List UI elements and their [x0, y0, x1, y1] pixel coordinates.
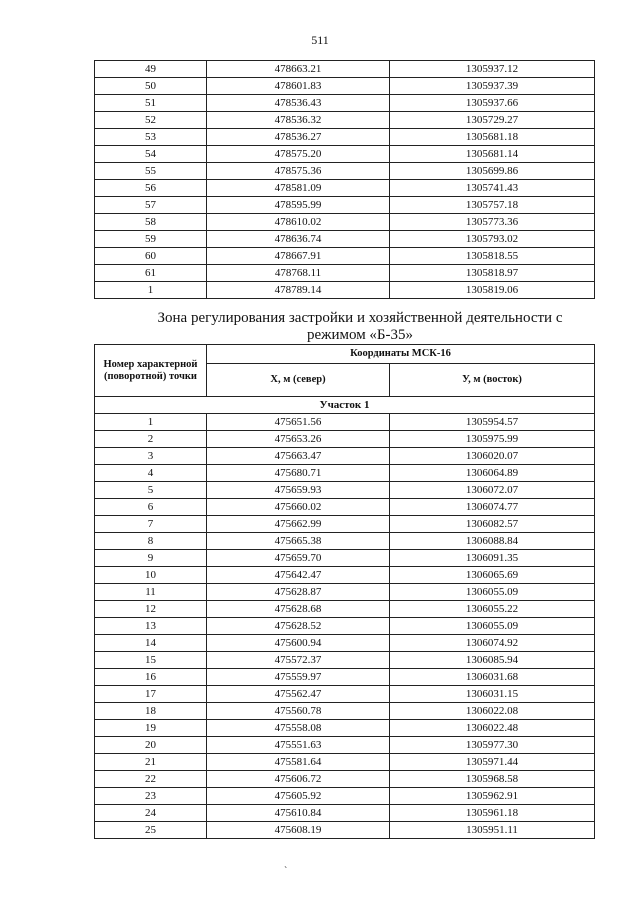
x-coordinate-cell: 475608.19: [207, 822, 390, 839]
table-row: [95, 652, 595, 669]
y-coordinate-cell: 1306088.84: [390, 533, 595, 550]
table-row: [95, 78, 595, 95]
point-number-cell: 21: [95, 754, 207, 771]
x-coordinate-cell: 478636.74: [207, 231, 390, 248]
x-coordinate-cell: 475642.47: [207, 567, 390, 584]
table-row: [95, 669, 595, 686]
table-row: [95, 737, 595, 754]
x-coordinate-cell: 475551.63: [207, 737, 390, 754]
y-coordinate-cell: 1306055.22: [390, 601, 595, 618]
x-coordinate-cell: 478663.21: [207, 61, 390, 78]
point-number-cell: 61: [95, 265, 207, 282]
x-coordinate-cell: 478601.83: [207, 78, 390, 95]
table-row: [95, 414, 595, 431]
table-row: [95, 720, 595, 737]
y-coordinate-cell: 1305937.39: [390, 78, 595, 95]
x-coordinate-cell: 475662.99: [207, 516, 390, 533]
y-coordinate-cell: 1305971.44: [390, 754, 595, 771]
point-number-cell: 8: [95, 533, 207, 550]
point-number-cell: 12: [95, 601, 207, 618]
y-coordinate-cell: 1305681.18: [390, 129, 595, 146]
y-coordinate-cell: 1305681.14: [390, 146, 595, 163]
point-number-cell: 16: [95, 669, 207, 686]
x-coordinate-cell: 478581.09: [207, 180, 390, 197]
table-row: [95, 635, 595, 652]
y-coordinate-cell: 1305951.11: [390, 822, 595, 839]
x-coordinate-cell: 475606.72: [207, 771, 390, 788]
y-coordinate-cell: 1306022.48: [390, 720, 595, 737]
x-coordinate-cell: 475610.84: [207, 805, 390, 822]
table-row: [95, 448, 595, 465]
y-coordinate-cell: 1306020.07: [390, 448, 595, 465]
y-coordinate-cell: 1306082.57: [390, 516, 595, 533]
y-coordinate-cell: 1306074.77: [390, 499, 595, 516]
table-row: [95, 482, 595, 499]
point-number-cell: 20: [95, 737, 207, 754]
table-row: [95, 618, 595, 635]
y-coordinate-cell: 1305977.30: [390, 737, 595, 754]
y-coordinate-cell: 1305975.99: [390, 431, 595, 448]
table-row: [95, 231, 595, 248]
table-row: [95, 686, 595, 703]
table-row: [95, 754, 595, 771]
y-coordinate-cell: 1305819.06: [390, 282, 595, 299]
y-coordinate-cell: 1306031.15: [390, 686, 595, 703]
y-coordinate-cell: 1305818.97: [390, 265, 595, 282]
y-coordinate-cell: 1305968.58: [390, 771, 595, 788]
y-coordinate-cell: 1305793.02: [390, 231, 595, 248]
x-coordinate-cell: 478575.36: [207, 163, 390, 180]
x-coordinate-cell: 475659.70: [207, 550, 390, 567]
table-row: [95, 703, 595, 720]
x-coordinate-cell: 475680.71: [207, 465, 390, 482]
point-number-cell: 1: [95, 282, 207, 299]
table-row: [95, 516, 595, 533]
x-coordinate-cell: 475628.68: [207, 601, 390, 618]
point-number-cell: 1: [95, 414, 207, 431]
y-coordinate-cell: 1306065.69: [390, 567, 595, 584]
page-number: 511: [311, 33, 329, 47]
y-coordinate-cell: 1306085.94: [390, 652, 595, 669]
table-row: [95, 282, 595, 299]
y-coordinate-cell: 1305961.18: [390, 805, 595, 822]
table-row: [95, 805, 595, 822]
point-number-cell: 19: [95, 720, 207, 737]
point-number-cell: 57: [95, 197, 207, 214]
x-coordinate-cell: 475581.64: [207, 754, 390, 771]
point-number-cell: 7: [95, 516, 207, 533]
table-row: [95, 95, 595, 112]
table-row: [95, 180, 595, 197]
x-coordinate-cell: 478575.20: [207, 146, 390, 163]
x-coordinate-cell: 475600.94: [207, 635, 390, 652]
y-coordinate-cell: 1306074.92: [390, 635, 595, 652]
y-coordinate-cell: 1305773.36: [390, 214, 595, 231]
table-row: [95, 163, 595, 180]
header-coordinates: Координаты МСК-16: [207, 345, 595, 364]
y-coordinate-cell: 1306055.09: [390, 584, 595, 601]
x-coordinate-cell: 475628.87: [207, 584, 390, 601]
y-coordinate-cell: 1306031.68: [390, 669, 595, 686]
x-coordinate-cell: 478768.11: [207, 265, 390, 282]
point-number-cell: 6: [95, 499, 207, 516]
point-number-cell: 50: [95, 78, 207, 95]
x-coordinate-cell: 478536.43: [207, 95, 390, 112]
point-number-cell: 25: [95, 822, 207, 839]
point-number-cell: 54: [95, 146, 207, 163]
x-coordinate-cell: 478536.27: [207, 129, 390, 146]
y-coordinate-cell: 1306091.35: [390, 550, 595, 567]
point-number-cell: 5: [95, 482, 207, 499]
x-coordinate-cell: 478789.14: [207, 282, 390, 299]
point-number-cell: 60: [95, 248, 207, 265]
point-number-cell: 52: [95, 112, 207, 129]
point-number-cell: 2: [95, 431, 207, 448]
table-row: [95, 550, 595, 567]
point-number-cell: 9: [95, 550, 207, 567]
x-coordinate-cell: 475562.47: [207, 686, 390, 703]
table-row: [95, 465, 595, 482]
point-number-cell: 56: [95, 180, 207, 197]
y-coordinate-cell: 1305937.12: [390, 61, 595, 78]
table-row: [95, 431, 595, 448]
x-coordinate-cell: 475660.02: [207, 499, 390, 516]
x-coordinate-cell: 475665.38: [207, 533, 390, 550]
y-coordinate-cell: 1305937.66: [390, 95, 595, 112]
point-number-cell: 11: [95, 584, 207, 601]
header-y: У, м (восток): [390, 364, 595, 397]
table-row: [95, 214, 595, 231]
y-coordinate-cell: 1305757.18: [390, 197, 595, 214]
table-row: [95, 129, 595, 146]
x-coordinate-cell: 475663.47: [207, 448, 390, 465]
x-coordinate-cell: 475560.78: [207, 703, 390, 720]
table-row: [95, 584, 595, 601]
y-coordinate-cell: 1306064.89: [390, 465, 595, 482]
y-coordinate-cell: 1306022.08: [390, 703, 595, 720]
x-coordinate-cell: 478667.91: [207, 248, 390, 265]
table-row: [95, 567, 595, 584]
point-number-cell: 18: [95, 703, 207, 720]
point-number-cell: 53: [95, 129, 207, 146]
x-coordinate-cell: 475651.56: [207, 414, 390, 431]
scan-dot: `: [284, 866, 288, 877]
y-coordinate-cell: 1305741.43: [390, 180, 595, 197]
y-coordinate-cell: 1305954.57: [390, 414, 595, 431]
point-number-cell: 24: [95, 805, 207, 822]
table-row: [95, 822, 595, 839]
table-row: [95, 197, 595, 214]
y-coordinate-cell: 1305699.86: [390, 163, 595, 180]
point-number-cell: 3: [95, 448, 207, 465]
zone-title: Зона регулирования застройки и хозяйственной деятельности с режимом «Б-35»: [157, 310, 563, 343]
x-coordinate-cell: 475559.97: [207, 669, 390, 686]
table-row: [95, 112, 595, 129]
table-row: [95, 499, 595, 516]
table-row: [95, 788, 595, 805]
x-coordinate-cell: 475605.92: [207, 788, 390, 805]
point-number-cell: 15: [95, 652, 207, 669]
table-row: [95, 601, 595, 618]
x-coordinate-cell: 478536.32: [207, 112, 390, 129]
x-coordinate-cell: 475653.26: [207, 431, 390, 448]
coordinates-table-b35: [94, 344, 595, 839]
point-number-cell: 17: [95, 686, 207, 703]
x-coordinate-cell: 475659.93: [207, 482, 390, 499]
header-point-number: Номер характерной (поворотной) точки: [95, 345, 207, 397]
x-coordinate-cell: 475572.37: [207, 652, 390, 669]
y-coordinate-cell: 1305729.27: [390, 112, 595, 129]
point-number-cell: 22: [95, 771, 207, 788]
x-coordinate-cell: 478610.02: [207, 214, 390, 231]
table-row: [95, 533, 595, 550]
point-number-cell: 23: [95, 788, 207, 805]
y-coordinate-cell: 1305818.55: [390, 248, 595, 265]
y-coordinate-cell: 1306072.07: [390, 482, 595, 499]
point-number-cell: 51: [95, 95, 207, 112]
point-number-cell: 58: [95, 214, 207, 231]
point-number-cell: 14: [95, 635, 207, 652]
table-row: [95, 265, 595, 282]
y-coordinate-cell: 1306055.09: [390, 618, 595, 635]
x-coordinate-cell: 478595.99: [207, 197, 390, 214]
point-number-cell: 4: [95, 465, 207, 482]
table-row: [95, 771, 595, 788]
x-coordinate-cell: 475558.08: [207, 720, 390, 737]
table-row: [95, 146, 595, 163]
table-row: [95, 248, 595, 265]
x-coordinate-cell: 475628.52: [207, 618, 390, 635]
point-number-cell: 10: [95, 567, 207, 584]
point-number-cell: 49: [95, 61, 207, 78]
header-x: Х, м (север): [207, 364, 390, 397]
y-coordinate-cell: 1305962.91: [390, 788, 595, 805]
point-number-cell: 59: [95, 231, 207, 248]
section-label: Участок 1: [95, 397, 595, 414]
table-row: [95, 61, 595, 78]
point-number-cell: 55: [95, 163, 207, 180]
coordinates-table-continued: [94, 60, 595, 299]
point-number-cell: 13: [95, 618, 207, 635]
